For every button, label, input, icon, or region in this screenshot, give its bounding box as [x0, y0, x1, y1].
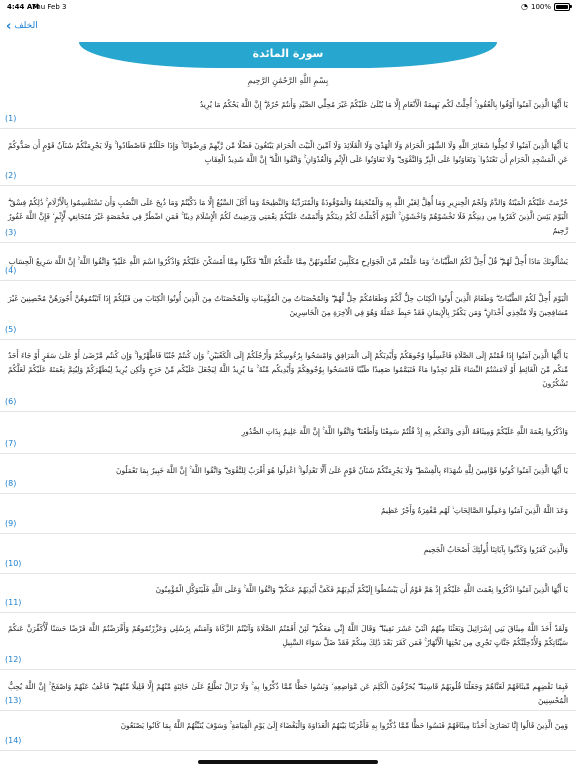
basmala: بِسْمِ اللَّهِ الرَّحْمَٰنِ الرَّحِيمِ [247, 76, 329, 85]
ayah-text: يَا أَيُّهَا الَّذِينَ آمَنُوا اذْكُرُوا نِعْمَتَ اللَّهِ عَلَيْكُمْ إِذْ هَمَّ قَوْمٌ أَن يَبْسُطُوا إِلَيْكُمْ أَيْدِيَهُمْ فَكَفَّ أَيْدِيَهُمْ عَنكُمْ ۖ وَاتَّقُوا اللَّهَ ۚ وَعَلَى اللَّهِ فَلْيَتَوَكَّلِ الْمُؤْمِنُونَ [155, 585, 568, 594]
ayah-number: (1) [5, 114, 17, 123]
ayah-divider [0, 573, 576, 574]
wifi-icon: ◔ [521, 2, 528, 11]
surah-title: سورة المائدة [252, 47, 324, 60]
ayah-number: (2) [5, 171, 17, 180]
ayah-divider [0, 242, 576, 243]
status-time: 4:44 AM [7, 3, 40, 11]
surah-title-banner [79, 42, 497, 68]
ayah-number: (9) [5, 519, 17, 528]
ayah-text: وَاذْكُرُوا نِعْمَةَ اللَّهِ عَلَيْكُمْ وَمِيثَاقَهُ الَّذِي وَاثَقَكُم بِهِ إِذْ قُلْتُمْ سَمِعْنَا وَأَطَعْنَا ۖ وَاتَّقُوا اللَّهَ ۚ إِنَّ اللَّهَ عَلِيمٌ بِذَاتِ الصُّدُورِ [241, 427, 568, 436]
navigation-bar [0, 14, 576, 42]
ayah-divider [0, 669, 576, 670]
chevron-left-icon: ‹ [6, 18, 12, 34]
ayah-divider [0, 280, 576, 281]
ayah-text: حُرِّمَتْ عَلَيْكُمُ الْمَيْتَةُ وَالدَّمُ وَلَحْمُ الْخِنزِيرِ وَمَا أُهِلَّ لِغَيْرِ اللَّهِ بِهِ وَالْمُنْخَنِقَةُ وَالْمَوْقُوذَةُ وَالْمُتَرَدِّيَةُ وَالنَّطِيحَةُ وَمَا أَكَلَ السَّبُعُ إِلَّا مَا ذَكَّيْتُمْ وَمَا ذُبِحَ عَلَى النُّصُبِ وَأَن تَسْتَقْسِمُوا بِالْأَزْلَامِ ۚ ذَٰلِكُمْ فِسْقٌ ۗ الْيَوْمَ يَئِسَ الَّذِينَ كَفَرُوا مِن دِينِكُمْ فَلَا تَخْشَوْهُمْ وَاخْشَوْنِ ۚ الْيَوْمَ أَكْمَلْتُ لَكُمْ دِينَكُمْ وَأَتْمَمْتُ عَلَيْكُمْ نِعْمَتِي وَرَضِيتُ لَكُمُ الْإِسْلَامَ دِينًا ۚ فَمَنِ اضْطُرَّ فِي مَخْمَصَةٍ غَيْرَ مُتَجَانِفٍ لِّإِثْمٍ ۙ فَإِنَّ اللَّهَ غَفُورٌ رَّحِيمٌ [8, 198, 568, 235]
ayah-text: يَا أَيُّهَا الَّذِينَ آمَنُوا كُونُوا قَوَّامِينَ لِلَّهِ شُهَدَاءَ بِالْقِسْطِ ۖ وَلَا يَجْرِمَنَّكُمْ شَنَآنُ قَوْمٍ عَلَىٰ أَلَّا تَعْدِلُوا ۚ اعْدِلُوا هُوَ أَقْرَبُ لِلتَّقْوَىٰ ۖ وَاتَّقُوا اللَّهَ ۚ إِنَّ اللَّهَ خَبِيرٌ بِمَا تَعْمَلُونَ [116, 466, 568, 475]
ayah-divider [0, 493, 576, 494]
ayah-text: يَا أَيُّهَا الَّذِينَ آمَنُوا إِذَا قُمْتُمْ إِلَى الصَّلَاةِ فَاغْسِلُوا وُجُوهَكُمْ وَأَيْدِيَكُمْ إِلَى الْمَرَافِقِ وَامْسَحُوا بِرُءُوسِكُمْ وَأَرْجُلَكُمْ إِلَى الْكَعْبَيْنِ ۚ وَإِن كُنتُمْ جُنُبًا فَاطَّهَّرُوا ۚ وَإِن كُنتُم مَّرْضَىٰ أَوْ عَلَىٰ سَفَرٍ أَوْ جَاءَ أَحَدٌ مِّنكُم مِّنَ الْغَائِطِ أَوْ لَامَسْتُمُ النِّسَاءَ فَلَمْ تَجِدُوا مَاءً فَتَيَمَّمُوا صَعِيدًا طَيِّبًا فَامْسَحُوا بِوُجُوهِكُمْ وَأَيْدِيكُم مِّنْهُ ۚ مَا يُرِيدُ اللَّهُ لِيَجْعَلَ عَلَيْكُم مِّنْ حَرَجٍ وَلَٰكِن يُرِيدُ لِيُطَهِّرَكُمْ وَلِيُتِمَّ نِعْمَتَهُ عَلَيْكُمْ لَعَلَّكُمْ تَشْكُرُونَ [8, 351, 568, 388]
ayah-text: فَبِمَا نَقْضِهِم مِّيثَاقَهُمْ لَعَنَّاهُمْ وَجَعَلْنَا قُلُوبَهُمْ قَاسِيَةً ۖ يُحَرِّفُونَ الْكَلِمَ عَن مَّوَاضِعِهِ ۙ وَنَسُوا حَظًّا مِّمَّا ذُكِّرُوا بِهِ ۚ وَلَا تَزَالُ تَطَّلِعُ عَلَىٰ خَائِنَةٍ مِّنْهُمْ إِلَّا قَلِيلًا مِّنْهُمْ ۖ فَاعْفُ عَنْهُمْ وَاصْفَحْ ۚ إِنَّ اللَّهَ يُحِبُّ الْمُحْسِنِينَ [8, 682, 568, 705]
ayah-number: (11) [5, 598, 22, 607]
status-bar [0, 0, 576, 14]
status-indicators [521, 2, 570, 11]
ayah-divider [0, 128, 576, 129]
ayah-divider [0, 710, 576, 711]
ayah-divider [0, 453, 576, 454]
ayah-number: (4) [5, 266, 17, 275]
ayah-number: (14) [5, 736, 22, 745]
ayah-number: (6) [5, 397, 17, 406]
back-label: الخلف [14, 21, 38, 31]
ayah-number: (5) [5, 325, 17, 334]
ayah-divider [0, 612, 576, 613]
ayah-number: (3) [5, 228, 17, 237]
home-indicator [198, 760, 378, 764]
back-button[interactable] [6, 18, 38, 34]
ayah-number: (7) [5, 439, 17, 448]
ayah-divider [0, 750, 576, 751]
battery-icon [554, 3, 570, 11]
ayah-text: يَا أَيُّهَا الَّذِينَ آمَنُوا لَا تُحِلُّوا شَعَائِرَ اللَّهِ وَلَا الشَّهْرَ الْحَرَامَ وَلَا الْهَدْيَ وَلَا الْقَلَائِدَ وَلَا آمِّينَ الْبَيْتَ الْحَرَامَ يَبْتَغُونَ فَضْلًا مِّن رَّبِّهِمْ وَرِضْوَانًا ۚ وَإِذَا حَلَلْتُمْ فَاصْطَادُوا ۚ وَلَا يَجْرِمَنَّكُمْ شَنَآنُ قَوْمٍ أَن صَدُّوكُمْ عَنِ الْمَسْجِدِ الْحَرَامِ أَن تَعْتَدُوا ۘ وَتَعَاوَنُوا عَلَى الْبِرِّ وَالتَّقْوَىٰ ۖ وَلَا تَعَاوَنُوا عَلَى الْإِثْمِ وَالْعُدْوَانِ ۚ وَاتَّقُوا اللَّهَ ۖ إِنَّ اللَّهَ شَدِيدُ الْعِقَابِ [8, 141, 568, 164]
ayah-text: الْيَوْمَ أُحِلَّ لَكُمُ الطَّيِّبَاتُ ۖ وَطَعَامُ الَّذِينَ أُوتُوا الْكِتَابَ حِلٌّ لَّكُمْ وَطَعَامُكُمْ حِلٌّ لَّهُمْ ۖ وَالْمُحْصَنَاتُ مِنَ الْمُؤْمِنَاتِ وَالْمُحْصَنَاتُ مِنَ الَّذِينَ أُوتُوا الْكِتَابَ مِن قَبْلِكُمْ إِذَا آتَيْتُمُوهُنَّ أُجُورَهُنَّ مُحْصِنِينَ غَيْرَ مُسَافِحِينَ وَلَا مُتَّخِذِي أَخْدَانٍ ۗ وَمَن يَكْفُرْ بِالْإِيمَانِ فَقَدْ حَبِطَ عَمَلُهُ وَهُوَ فِي الْآخِرَةِ مِنَ الْخَاسِرِينَ [8, 294, 568, 317]
ayah-text: وَعَدَ اللَّهُ الَّذِينَ آمَنُوا وَعَمِلُوا الصَّالِحَاتِ ۙ لَهُم مَّغْفِرَةٌ وَأَجْرٌ عَظِيمٌ [381, 506, 568, 515]
ayah-divider [0, 411, 576, 412]
ayah-number: (13) [5, 696, 22, 705]
ayah-number: (10) [5, 559, 22, 568]
ayah-text: وَلَقَدْ أَخَذَ اللَّهُ مِيثَاقَ بَنِي إِسْرَائِيلَ وَبَعَثْنَا مِنْهُمُ اثْنَيْ عَشَرَ نَقِيبًا ۖ وَقَالَ اللَّهُ إِنِّي مَعَكُمْ ۖ لَئِنْ أَقَمْتُمُ الصَّلَاةَ وَآتَيْتُمُ الزَّكَاةَ وَآمَنتُم بِرُسُلِي وَعَزَّرْتُمُوهُمْ وَأَقْرَضْتُمُ اللَّهَ قَرْضًا حَسَنًا لَّأُكَفِّرَنَّ عَنكُمْ سَيِّئَاتِكُمْ وَلَأُدْخِلَنَّكُمْ جَنَّاتٍ تَجْرِي مِن تَحْتِهَا الْأَنْهَارُ ۚ فَمَن كَفَرَ بَعْدَ ذَٰلِكَ مِنكُمْ فَقَدْ ضَلَّ سَوَاءَ السَّبِيلِ [8, 624, 568, 647]
ayah-number: (12) [5, 655, 22, 664]
ayah-divider [0, 339, 576, 340]
ayah-text: يَا أَيُّهَا الَّذِينَ آمَنُوا أَوْفُوا بِالْعُقُودِ ۚ أُحِلَّتْ لَكُم بَهِيمَةُ الْأَنْعَامِ إِلَّا مَا يُتْلَىٰ عَلَيْكُمْ غَيْرَ مُحِلِّي الصَّيْدِ وَأَنتُمْ حُرُمٌ ۗ إِنَّ اللَّهَ يَحْكُمُ مَا يُرِيدُ [199, 100, 568, 109]
ayah-number: (8) [5, 479, 17, 488]
ayah-text: وَالَّذِينَ كَفَرُوا وَكَذَّبُوا بِآيَاتِنَا أُولَٰئِكَ أَصْحَابُ الْجَحِيمِ [423, 545, 568, 554]
ayah-text: يَسْأَلُونَكَ مَاذَا أُحِلَّ لَهُمْ ۖ قُلْ أُحِلَّ لَكُمُ الطَّيِّبَاتُ ۙ وَمَا عَلَّمْتُم مِّنَ الْجَوَارِحِ مُكَلِّبِينَ تُعَلِّمُونَهُنَّ مِمَّا عَلَّمَكُمُ اللَّهُ ۖ فَكُلُوا مِمَّا أَمْسَكْنَ عَلَيْكُمْ وَاذْكُرُوا اسْمَ اللَّهِ عَلَيْهِ ۖ وَاتَّقُوا اللَّهَ ۚ إِنَّ اللَّهَ سَرِيعُ الْحِسَابِ [8, 257, 568, 266]
ayah-divider [0, 533, 576, 534]
ayah-divider [0, 185, 576, 186]
battery-percent: 100% [530, 2, 551, 11]
ayah-text: وَمِنَ الَّذِينَ قَالُوا إِنَّا نَصَارَىٰ أَخَذْنَا مِيثَاقَهُمْ فَنَسُوا حَظًّا مِّمَّا ذُكِّرُوا بِهِ فَأَغْرَيْنَا بَيْنَهُمُ الْعَدَاوَةَ وَالْبَغْضَاءَ إِلَىٰ يَوْمِ الْقِيَامَةِ ۚ وَسَوْفَ يُنَبِّئُهُمُ اللَّهُ بِمَا كَانُوا يَصْنَعُونَ [120, 721, 568, 730]
status-date: Thu Feb 3 [32, 3, 67, 11]
